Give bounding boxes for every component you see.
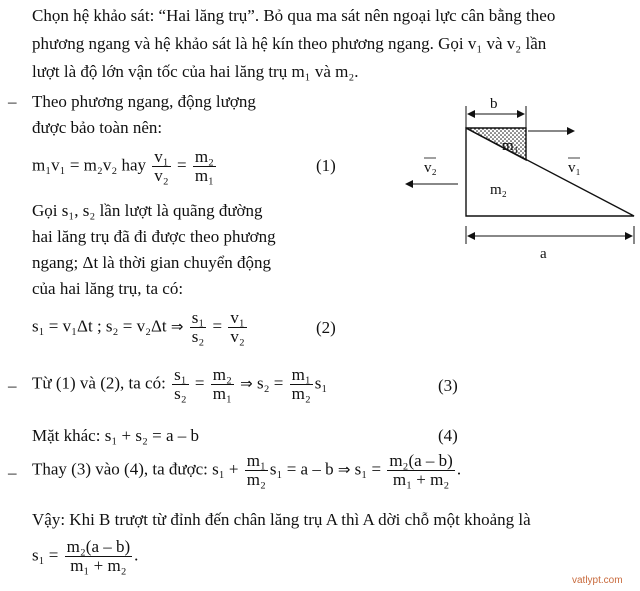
eq1-lhs: m₁v₁ = m₂v₂ hay bbox=[32, 155, 147, 175]
intro-line-1: Chọn hệ khảo sát: “Hai lăng trụ”. Bỏ qua ma sát nên ngoại lực cân bằng theo bbox=[32, 6, 556, 25]
eq5-text: Thay (3) vào (4), ta được: s₁ + bbox=[32, 459, 239, 479]
intro-line-3: lượt là độ lớn vận tốc của hai lăng trụ m₁ và m₂. bbox=[32, 62, 359, 81]
eq3-frac1-den: s₂ bbox=[174, 384, 187, 403]
eq2-fraction-v bbox=[228, 309, 246, 346]
eq3-fraction-m bbox=[211, 366, 234, 403]
label-a: a bbox=[540, 246, 547, 262]
eq1-frac1-den: v₂ bbox=[154, 166, 169, 185]
eq3-frac2-num: m₂ bbox=[212, 365, 232, 384]
prism-diagram bbox=[396, 86, 640, 266]
eq5-frac2-num: m₂(a – b) bbox=[389, 451, 453, 470]
eq5-s1: s₁ = bbox=[354, 459, 382, 479]
eq2-frac1-den: s₂ bbox=[191, 327, 205, 346]
eq3-s2: s₂ = bbox=[256, 373, 284, 393]
definitions-line-1: Gọi s₁, s₂ lần lượt là quãng đường bbox=[32, 201, 263, 220]
eq3-text: Từ (1) và (2), ta có: bbox=[32, 373, 166, 393]
eq5-mid: s₁ = a – b bbox=[269, 459, 334, 479]
eq1-number: (1) bbox=[316, 156, 336, 175]
eq3-implies: ⇒ bbox=[240, 374, 253, 393]
eq1-frac2-den: m₁ bbox=[194, 166, 214, 185]
eq5-frac2-den: m₁ + m₂ bbox=[392, 470, 450, 489]
eq1-fraction-v bbox=[152, 148, 170, 185]
definitions-line-3: ngang; Δt là thời gian chuyển động bbox=[32, 253, 271, 272]
conclusion-end: . bbox=[134, 545, 139, 565]
eq5-frac1-num: m₁ bbox=[246, 451, 266, 470]
eq3-frac1-num: s₁ bbox=[174, 365, 187, 384]
eq2-equals: = bbox=[212, 316, 223, 336]
watermark-text: vatlypt.com bbox=[572, 575, 623, 586]
eq3-frac3-num: m₁ bbox=[291, 365, 311, 384]
eq2-frac2-den: v₂ bbox=[230, 327, 245, 346]
conclusion-fraction bbox=[65, 538, 133, 575]
definitions-line-4: của hai lăng trụ, ta có: bbox=[32, 279, 184, 298]
eq3-frac2-den: m₁ bbox=[212, 384, 232, 403]
eq2-implies: ⇒ bbox=[170, 317, 184, 336]
definitions-line-2: hai lăng trụ đã đi được theo phương bbox=[32, 227, 276, 246]
conclusion-frac-den: m₁ + m₂ bbox=[70, 556, 127, 575]
bullet-3: – bbox=[8, 463, 17, 482]
conclusion-s1: s₁ = bbox=[32, 545, 59, 565]
label-m2: m₂ bbox=[490, 182, 507, 198]
eq3-fraction-m1m2 bbox=[290, 366, 313, 403]
equation-1 bbox=[32, 148, 218, 185]
conclusion-frac-num: m₂(a – b) bbox=[66, 537, 131, 556]
eq2-frac2-num: v₁ bbox=[230, 308, 245, 327]
conclusion-equation bbox=[32, 538, 138, 575]
eq5-end: . bbox=[456, 459, 462, 479]
eq3-number: (3) bbox=[438, 376, 458, 395]
label-v2: v₂ bbox=[424, 160, 437, 176]
eq1-fraction-m bbox=[193, 148, 216, 185]
eq1-equals: = bbox=[176, 155, 187, 175]
eq5-frac1-den: m₂ bbox=[246, 470, 266, 489]
label-b: b bbox=[490, 96, 498, 112]
equation-5 bbox=[32, 452, 461, 489]
eq5-implies: ⇒ bbox=[337, 460, 351, 479]
eq2-frac1-num: s₁ bbox=[191, 308, 205, 327]
eq2-lhs: s₁ = v₁Δt ; s₂ = v₂Δt bbox=[32, 316, 167, 336]
intro-line-2: phương ngang và hệ khảo sát là hệ kín theo phương ngang. Gọi v₁ và v₂ lần bbox=[32, 34, 547, 53]
eq3-equals: = bbox=[194, 373, 205, 393]
eq3-frac3-den: m₂ bbox=[291, 384, 311, 403]
label-v1: v₁ bbox=[568, 160, 581, 176]
bullet-1: – bbox=[8, 92, 17, 111]
eq3-s1: s₁ bbox=[314, 373, 328, 393]
eq2-fraction-s bbox=[190, 309, 207, 346]
eq5-fraction-m bbox=[245, 452, 268, 489]
equation-4: Mặt khác: s₁ + s₂ = a – b bbox=[32, 426, 200, 445]
label-m1: m₁ bbox=[502, 138, 519, 154]
eq3-fraction-s bbox=[172, 366, 189, 403]
eq5-fraction-result bbox=[387, 452, 455, 489]
momentum-line-1: Theo phương ngang, động lượng bbox=[32, 92, 256, 111]
bullet-2: – bbox=[8, 376, 17, 395]
eq2-number: (2) bbox=[316, 318, 336, 337]
equation-3 bbox=[32, 366, 327, 403]
equation-2 bbox=[32, 309, 249, 346]
eq1-frac1-num: v₁ bbox=[154, 147, 169, 166]
eq1-frac2-num: m₂ bbox=[194, 147, 214, 166]
eq4-number: (4) bbox=[438, 426, 458, 445]
momentum-line-2: được bảo toàn nên: bbox=[32, 118, 163, 137]
conclusion-line-1: Vậy: Khi B trượt từ đỉnh đến chân lăng trụ A thì A dời chỗ một khoảng là bbox=[32, 510, 531, 529]
